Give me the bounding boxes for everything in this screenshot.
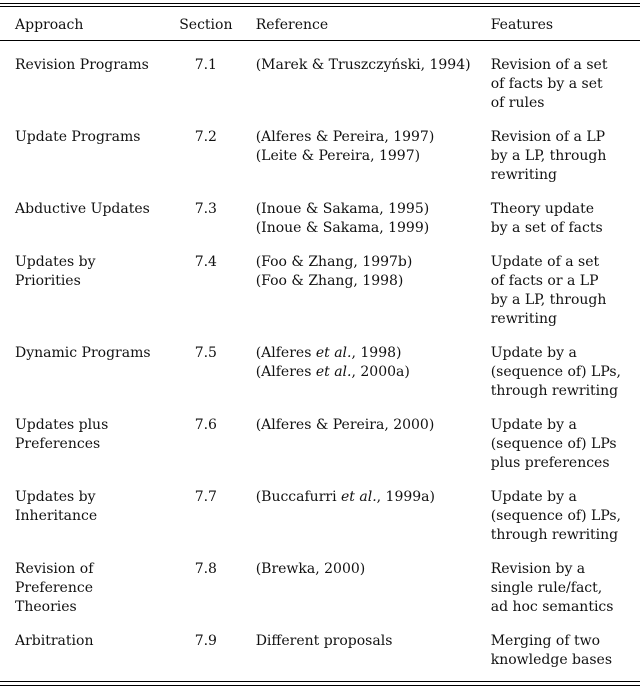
top-rule — [0, 3, 640, 4]
approach-cell-line: Abductive Updates — [15, 201, 150, 217]
approach-cell — [0, 488, 171, 560]
reference-cell-line: (Buccafurri et al., 1999a) — [255, 489, 435, 505]
approach-cell — [0, 560, 171, 632]
bottom-rule — [0, 681, 640, 682]
approaches-table — [0, 10, 640, 685]
features-cell-line: by a LP, through — [490, 148, 607, 164]
section-cell: 7.7 — [194, 489, 217, 505]
reference-cell-line: (Alferes & Pereira, 1997) — [255, 129, 435, 145]
features-cell-line: of facts by a set — [490, 76, 603, 92]
table-row — [0, 632, 640, 685]
section-cell: 7.2 — [194, 129, 217, 145]
features-cell-line: Update by a — [490, 345, 577, 361]
table-row — [0, 200, 640, 253]
bottom-rule-2 — [0, 685, 640, 686]
reference-cell-line: (Foo & Zhang, 1997b) — [255, 254, 413, 270]
approach-cell-line: Dynamic Programs — [15, 345, 151, 361]
reference-cell — [241, 128, 491, 200]
features-cell-line: (sequence of) LPs, — [490, 364, 622, 380]
table-row — [0, 40, 640, 128]
section-cell: 7.8 — [194, 561, 217, 577]
features-cell-line: (sequence of) LPs — [490, 436, 617, 452]
approach-cell — [0, 344, 171, 416]
approach-cell — [0, 632, 171, 685]
table-row — [0, 560, 640, 632]
features-cell-line: plus preferences — [490, 455, 610, 471]
features-cell — [491, 632, 640, 685]
features-cell-line: knowledge bases — [490, 652, 613, 668]
header-features: Features — [490, 17, 554, 33]
approach-cell-line: Theories — [15, 599, 77, 615]
reference-cell — [241, 200, 491, 253]
approach-cell-line: Preferences — [15, 436, 101, 452]
features-cell — [491, 488, 640, 560]
reference-cell — [241, 253, 491, 344]
features-cell — [491, 128, 640, 200]
features-cell-line: (sequence of) LPs, — [490, 508, 622, 524]
reference-cell — [241, 416, 491, 488]
reference-cell-line: (Brewka, 2000) — [255, 561, 366, 577]
features-cell-line: rewriting — [490, 311, 557, 327]
reference-cell-line: (Alferes et al., 2000a) — [255, 364, 410, 380]
approach-cell-line: Preference — [15, 580, 93, 596]
section-cell: 7.4 — [194, 254, 217, 270]
reference-cell-line: (Marek & Truszczyński, 1994) — [255, 57, 471, 73]
table-row — [0, 488, 640, 560]
approach-cell — [0, 40, 171, 128]
reference-cell — [241, 40, 491, 128]
reference-cell-line: Different proposals — [255, 633, 393, 649]
reference-cell — [241, 488, 491, 560]
reference-cell-line: (Alferes et al., 1998) — [255, 345, 402, 361]
reference-cell-line: (Foo & Zhang, 1998) — [255, 273, 404, 289]
approach-cell-line: Inheritance — [15, 508, 98, 524]
reference-cell-line: (Inoue & Sakama, 1999) — [255, 220, 430, 236]
features-cell-line: rewriting — [490, 167, 557, 183]
features-cell-line: Revision of a set — [490, 57, 608, 73]
header-reference: Reference — [255, 17, 329, 33]
table-row — [0, 128, 640, 200]
features-cell-line: Revision of a LP — [490, 129, 606, 145]
features-cell-line: by a LP, through — [490, 292, 607, 308]
section-cell: 7.3 — [194, 201, 217, 217]
features-cell-line: through rewriting — [490, 527, 619, 543]
header-approach: Approach — [15, 17, 84, 33]
features-cell-line: through rewriting — [490, 383, 619, 399]
features-cell-line: Update by a — [490, 417, 577, 433]
approach-cell-line: Arbitration — [15, 633, 94, 649]
features-cell — [491, 200, 640, 253]
section-cell: 7.1 — [194, 57, 217, 73]
features-cell-line: ad hoc semantics — [490, 599, 614, 615]
header-row — [0, 10, 640, 40]
reference-cell — [241, 344, 491, 416]
section-cell: 7.6 — [194, 417, 217, 433]
features-cell-line: Revision by a — [490, 561, 586, 577]
approach-cell — [0, 253, 171, 344]
approach-cell-line: Updates by — [15, 254, 96, 270]
section-cell: 7.5 — [194, 345, 217, 361]
approach-cell-line: Updates by — [15, 489, 96, 505]
features-cell — [491, 40, 640, 128]
features-cell-line: Update of a set — [490, 254, 600, 270]
features-cell-line: Theory update — [490, 201, 595, 217]
approach-cell-line: Revision of — [15, 561, 94, 577]
approach-cell — [0, 416, 171, 488]
features-cell-line: of facts or a LP — [490, 273, 599, 289]
features-cell-line: of rules — [490, 95, 545, 111]
approach-cell-line: Priorities — [15, 273, 81, 289]
reference-cell — [241, 560, 491, 632]
reference-cell-line: (Alferes & Pereira, 2000) — [255, 417, 435, 433]
approach-cell — [0, 128, 171, 200]
features-cell — [491, 344, 640, 416]
features-cell-line: single rule/fact, — [490, 580, 603, 596]
reference-cell-line: (Leite & Pereira, 1997) — [255, 148, 421, 164]
top-rule-2 — [0, 6, 640, 7]
reference-cell — [241, 632, 491, 685]
approach-cell-line: Updates plus — [15, 417, 109, 433]
table-row — [0, 253, 640, 344]
features-cell — [491, 253, 640, 344]
features-cell — [491, 416, 640, 488]
header-section: Section — [179, 17, 233, 33]
features-cell-line: by a set of facts — [490, 220, 603, 236]
table-row — [0, 416, 640, 488]
approach-cell-line: Update Programs — [15, 129, 141, 145]
features-cell-line: Update by a — [490, 489, 577, 505]
reference-cell-line: (Inoue & Sakama, 1995) — [255, 201, 430, 217]
table-row — [0, 344, 640, 416]
section-cell: 7.9 — [194, 633, 217, 649]
approach-cell-line: Revision Programs — [15, 57, 149, 73]
features-cell — [491, 560, 640, 632]
approach-cell — [0, 200, 171, 253]
features-cell-line: Merging of two — [490, 633, 600, 649]
